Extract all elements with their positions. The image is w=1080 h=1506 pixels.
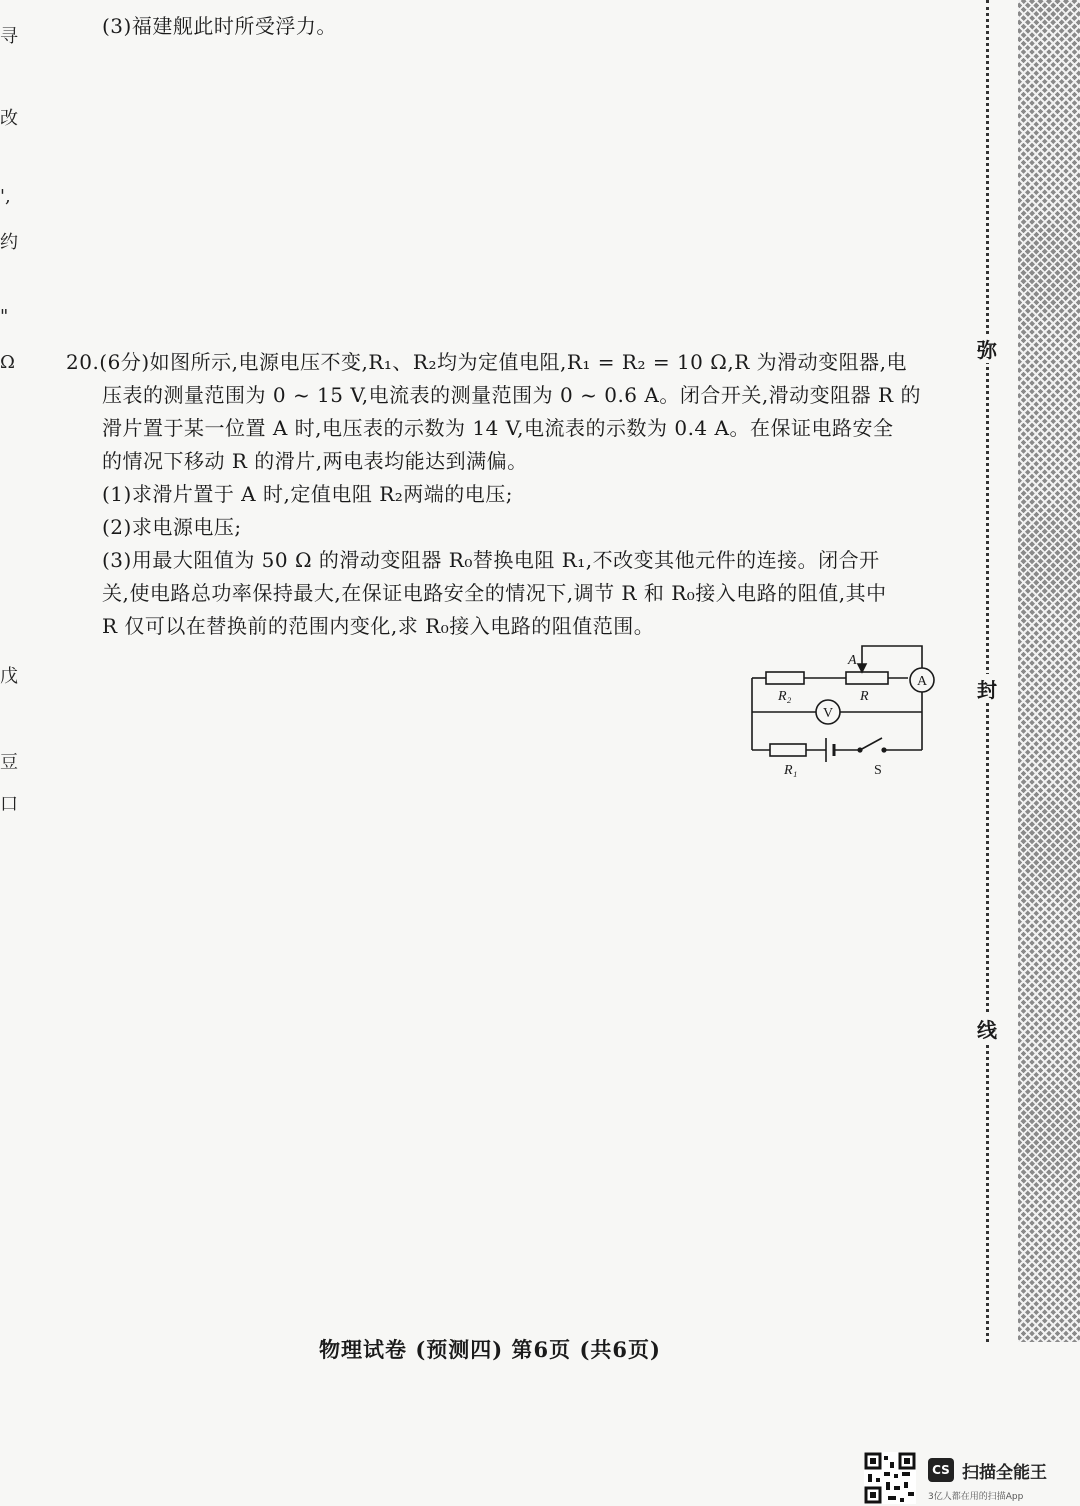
scanner-app-name: 扫描全能王 xyxy=(962,1463,1047,1483)
edge-fragment: Ω xyxy=(0,352,15,373)
q19-part3: (3)福建舰此时所受浮力。 xyxy=(102,14,337,38)
q20-part2: (2)求电源电压; xyxy=(102,515,242,539)
resistor-r1 xyxy=(770,744,806,756)
label-r1: R₁ xyxy=(784,763,798,778)
scanner-tagline: 3亿人都在用的扫描App xyxy=(928,1492,1024,1502)
q20-stem-line: 的情况下移动 R 的滑片,两电表均能达到满偏。 xyxy=(102,449,528,473)
resistor-r2 xyxy=(766,672,804,684)
edge-fragment: 改 xyxy=(0,108,18,129)
seal-dotted-line xyxy=(986,0,989,1342)
slider-wire xyxy=(862,646,922,668)
qr-code-icon xyxy=(864,1452,916,1504)
edge-fragment: " xyxy=(0,306,9,327)
edge-fragment: 寻 xyxy=(0,26,18,47)
seal-label-feng: 封 xyxy=(974,674,1000,703)
edge-fragment: 约 xyxy=(0,232,18,253)
edge-fragment: 戊 xyxy=(0,666,18,687)
q20-stem-line: 20.(6分)如图所示,电源电压不变,R₁、R₂均为定值电阻,R₁ = R₂ = 10 Ω,R 为滑动变阻器,电 xyxy=(66,350,907,374)
camscanner-logo-icon: CS xyxy=(928,1458,954,1482)
circuit-diagram xyxy=(740,638,940,788)
q20-part1: (1)求滑片置于 A 时,定值电阻 R₂两端的电压; xyxy=(102,482,514,506)
q20-stem-line: 压表的测量范围为 0 ~ 15 V,电流表的测量范围为 0 ~ 0.6 A。闭合开关,滑动变阻器 R 的 xyxy=(102,383,921,407)
edge-fragment: 豆 xyxy=(0,752,18,773)
page-footer: 物理试卷 (预测四) 第6页 (共6页) xyxy=(319,1337,661,1362)
hatched-binding-strip xyxy=(1018,0,1080,1342)
edge-fragment: 口 xyxy=(0,794,18,815)
q20-part3-line: 关,使电路总功率保持最大,在保证电路安全的情况下,调节 R 和 R₀接入电路的阻值,其中 xyxy=(102,581,887,605)
label-slider-a: A xyxy=(848,653,857,668)
slider-arrowhead xyxy=(858,664,866,672)
label-r2: R₂ xyxy=(778,689,792,704)
q20-part3-line: (3)用最大阻值为 50 Ω 的滑动变阻器 R₀替换电阻 R₁,不改变其他元件的连接。闭合开 xyxy=(102,548,880,572)
voltmeter-label: V xyxy=(823,706,834,721)
label-r: R xyxy=(860,689,869,704)
q20-part3-line: R 仅可以在替换前的范围内变化,求 R₀接入电路的阻值范围。 xyxy=(102,614,655,638)
switch-contact xyxy=(882,748,886,752)
switch-s xyxy=(860,738,882,750)
seal-label-xian: 线 xyxy=(974,1014,1000,1043)
q20-stem-line: 滑片置于某一位置 A 时,电压表的示数为 14 V,电流表的示数为 0.4 A。在保证电路安全 xyxy=(102,416,894,440)
edge-fragment: ', xyxy=(0,186,11,207)
rheostat-r xyxy=(846,672,888,684)
ammeter-label: A xyxy=(917,674,928,689)
label-s: S xyxy=(874,763,882,778)
seal-label-mi: 弥 xyxy=(974,334,1000,363)
